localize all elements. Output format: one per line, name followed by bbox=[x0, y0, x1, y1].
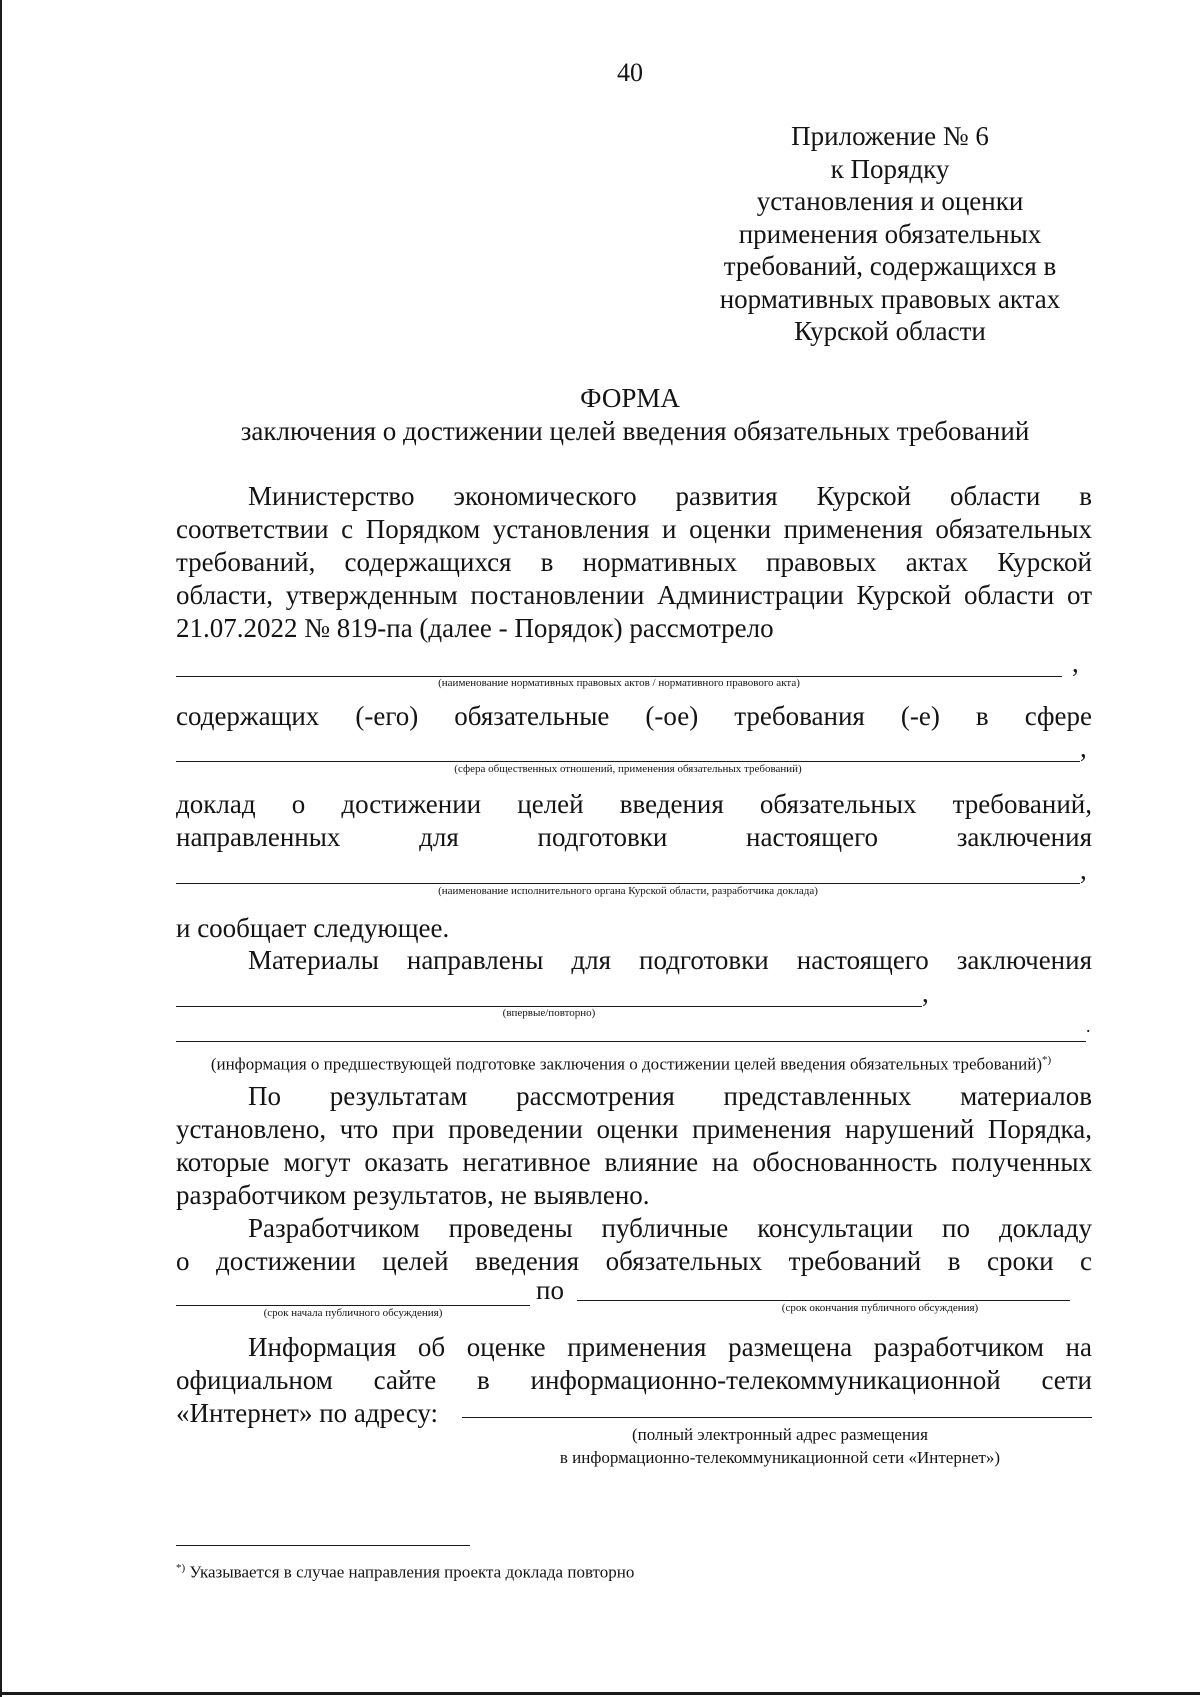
intro-line: требований, содержащихся в нормативных правовых актах Курской bbox=[176, 547, 1092, 577]
previous-info-field-line[interactable] bbox=[176, 1041, 1086, 1042]
footnote-mark: *) bbox=[176, 1562, 186, 1574]
footnote-mark: *) bbox=[1041, 1054, 1052, 1066]
caption-acts: (наименование нормативных правовых актов / нормативного правового акта) bbox=[438, 677, 800, 689]
sphere-line: содержащих (-его) обязательные (-ое) требования (-е) в сфере bbox=[176, 701, 1092, 731]
caption-previous bbox=[176, 1054, 1086, 1075]
comma: , bbox=[1080, 855, 1087, 885]
informs-line: и сообщает следующее. bbox=[176, 913, 450, 943]
caption-sphere: (сфера общественных отношений, применения обязательных требований) bbox=[454, 763, 802, 775]
caption-first-repeat: (впервые/повторно) bbox=[502, 1007, 596, 1019]
page-number: 40 bbox=[617, 58, 643, 87]
appendix-line: нормативных правовых актах bbox=[719, 283, 1061, 314]
report-line: доклад о достижении целей введения обязательных требований, bbox=[176, 789, 1092, 819]
results-line: которые могут оказать негативное влияние на обоснованность полученных bbox=[176, 1147, 1092, 1177]
footnote-text: Указывается в случае направления проекта доклада повторно bbox=[189, 1562, 635, 1582]
appendix-line: применения обязательных bbox=[738, 218, 1042, 249]
intro-line: соответствии с Порядком установления и оценки применения обязательных bbox=[176, 514, 1092, 544]
page-left-border bbox=[0, 0, 2, 1697]
intro-line: области, утвержденным постановлении Администрации Курской области от bbox=[176, 580, 1092, 610]
info-line: Информация об оценке применения размещена разработчиком на bbox=[248, 1332, 1092, 1362]
results-line: разработчиком результатов, не выявлено. bbox=[176, 1180, 650, 1210]
results-line: По результатам рассмотрения представленных материалов bbox=[248, 1081, 1092, 1111]
comma: , bbox=[1072, 648, 1079, 678]
period: . bbox=[1086, 1016, 1091, 1036]
caption-start-date: (срок начала публичного обсуждения) bbox=[263, 1307, 443, 1319]
materials-line: Материалы направлены для подготовки настоящего заключения bbox=[248, 945, 1092, 975]
appendix-header bbox=[680, 120, 1100, 348]
footnote bbox=[176, 1562, 634, 1583]
appendix-line: требований, содержащихся в bbox=[723, 251, 1057, 281]
caption-address: (полный электронный адрес размещения bbox=[632, 1425, 928, 1444]
caption-address: в информационно-телекоммуникационной сети «Интернет») bbox=[559, 1448, 1001, 1467]
address-field-line[interactable] bbox=[462, 1417, 1092, 1418]
start-date-field-line[interactable] bbox=[176, 1305, 530, 1306]
caption-end-date: (срок окончания публичного обсуждения) bbox=[781, 1302, 979, 1314]
organ-field-line[interactable] bbox=[176, 883, 1080, 884]
comma: , bbox=[922, 978, 929, 1008]
form-title: ФОРМА bbox=[580, 383, 680, 413]
info-line: официальном сайте в информационно-телекоммуникационной сети bbox=[176, 1365, 1092, 1395]
appendix-line: Приложение № 6 bbox=[791, 121, 989, 151]
caption-previous-text: (информация о предшествующей подготовке заключения о достижении целей введения обязательных требований) bbox=[210, 1054, 1042, 1074]
appendix-line: Курской области bbox=[794, 316, 986, 346]
footnote-separator bbox=[176, 1545, 470, 1546]
info-line: «Интернет» по адресу: bbox=[176, 1398, 439, 1428]
caption-organ: (наименование исполнительного органа Курской области, разработчика доклада) bbox=[438, 885, 818, 897]
appendix-line: к Порядку bbox=[830, 153, 950, 184]
report-line: направленных для подготовки настоящего заключения bbox=[176, 822, 1092, 852]
sphere-field-line[interactable] bbox=[176, 761, 1080, 762]
consult-line: о достижении целей введения обязательных требований в сроки с bbox=[176, 1246, 1092, 1276]
appendix-line: установления и оценки bbox=[756, 186, 1024, 216]
consult-line: Разработчиком проведены публичные консультации по докладу bbox=[248, 1213, 1092, 1243]
page-bottom-border bbox=[0, 1692, 1200, 1695]
intro-line: Министерство экономического развития Курской области в bbox=[248, 481, 1092, 511]
comma: , bbox=[1080, 733, 1087, 763]
word-po: по bbox=[536, 1275, 564, 1305]
results-line: установлено, что при проведении оценки применения нарушений Порядка, bbox=[176, 1114, 1092, 1144]
intro-line: 21.07.2022 № 819-па (далее - Порядок) рассмотрело bbox=[176, 613, 774, 643]
end-date-field-line[interactable] bbox=[577, 1300, 1070, 1301]
form-subtitle: заключения о достижении целей введения обязательных требований bbox=[240, 416, 1030, 446]
